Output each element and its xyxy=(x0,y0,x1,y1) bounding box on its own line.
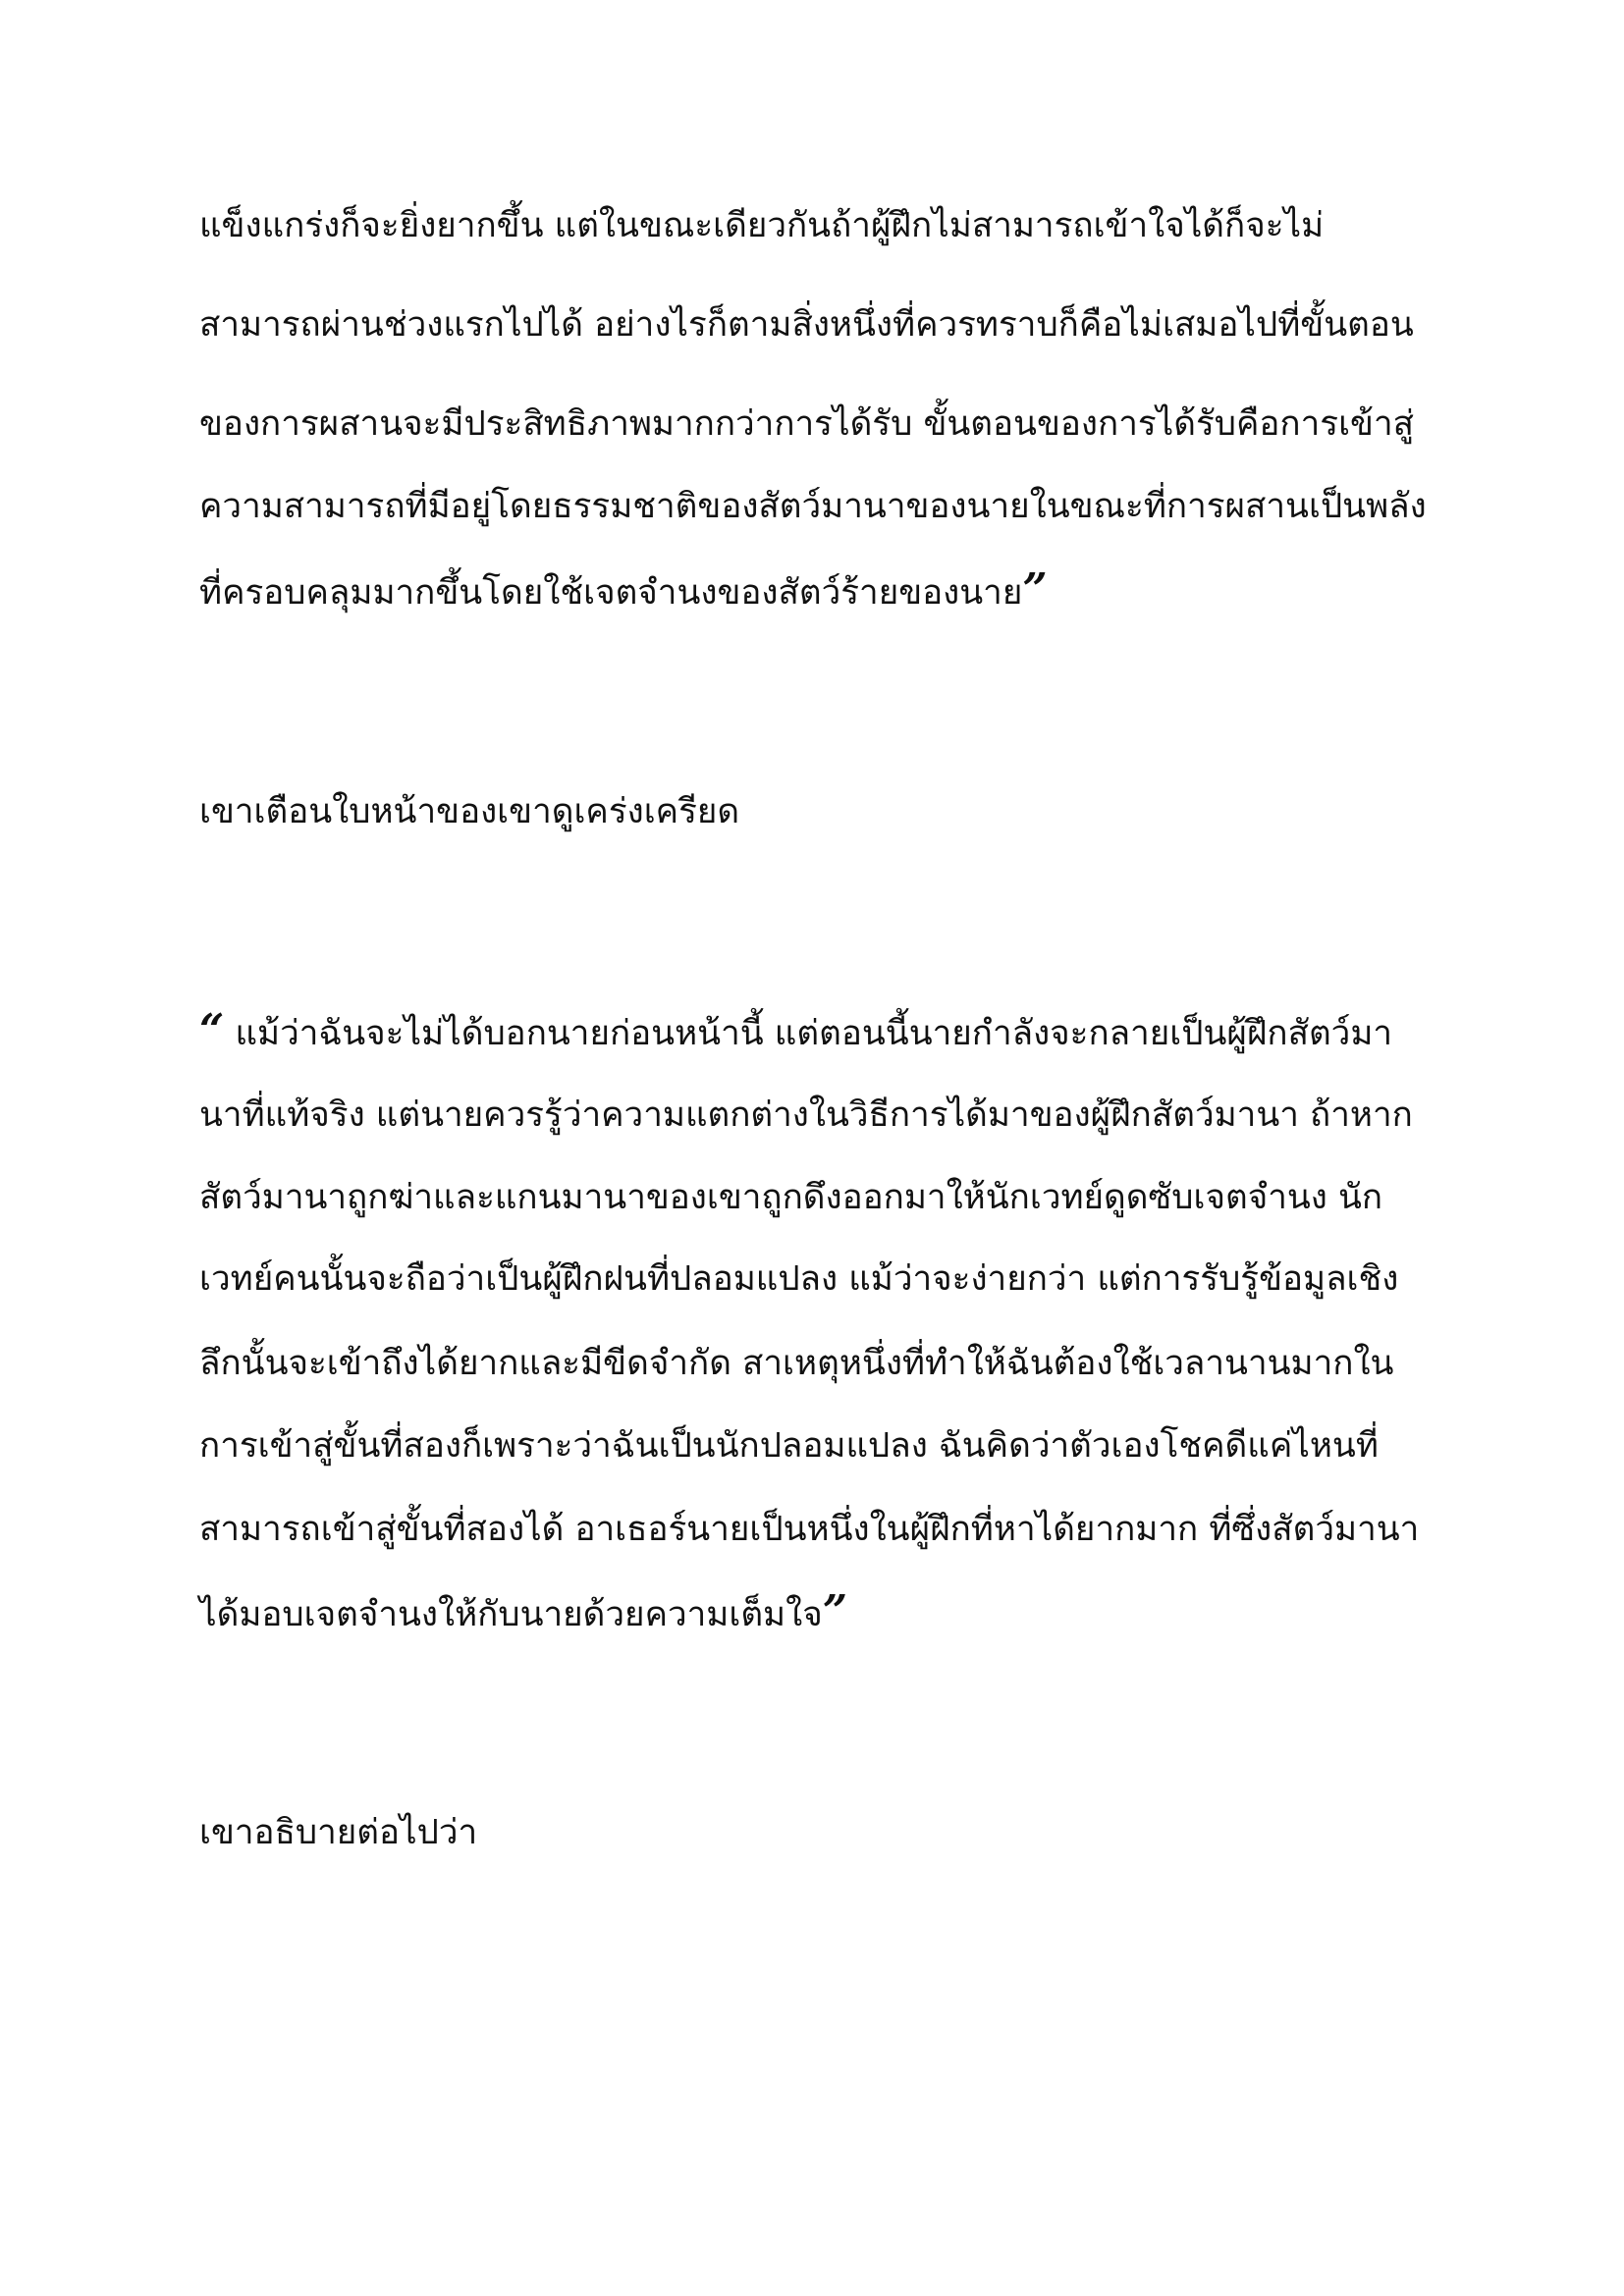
paragraph-3-line-1-text: แม้ว่าฉันจะไม่ได้บอกนายก่อนหน้านี้ แต่ตอนนี้นายกำลังจะกลายเป็นผู้ฝึกสัตว์มา xyxy=(224,1014,1393,1053)
paragraph-3-line-4: เวทย์คนนั้นจะถือว่าเป็นผู้ฝึกฝนที่ปลอมแปลง แม้ว่าจะง่ายกว่า แต่การรับรู้ข้อมูลเชิง xyxy=(199,1259,1399,1299)
close-quote: ” xyxy=(1022,564,1048,614)
paragraph-1-line-4: ความสามารถที่มีอยู่โดยธรรมชาติของสัตว์มานาของนายในขณะที่การผสานเป็นพลัง xyxy=(199,487,1427,526)
paragraph-3-line-6: การเข้าสู่ขั้นที่สองก็เพราะว่าฉันเป็นนักปลอมแปลง ฉันคิดว่าตัวเองโชคดีแค่ไหนที่ xyxy=(199,1426,1379,1466)
paragraph-2: เขาเตือนใบหน้าของเขาดูเคร่งเครียด xyxy=(199,792,740,831)
open-quote: “ xyxy=(199,1005,225,1055)
paragraph-4: เขาอธิบายต่อไปว่า xyxy=(199,1813,478,1852)
paragraph-1-line-1: แข็งแกร่งก็จะยิ่งยากขึ้น แต่ในขณะเดียวกันถ้าผู้ฝึกไม่สามารถเข้าใจได้ก็จะไม่ xyxy=(199,206,1325,245)
paragraph-3-line-8 xyxy=(199,1578,1476,1648)
paragraph-1-line-2: สามารถผ่านช่วงแรกไปได้ อย่างไรก็ตามสิ่งหนึ่งที่ควรทราบก็คือไม่เสมอไปที่ขั้นตอน xyxy=(199,305,1414,345)
paragraph-3-line-1 xyxy=(199,997,1476,1067)
paragraph-1-line-5 xyxy=(199,557,1476,626)
paragraph-3-line-7: สามารถเข้าสู่ขั้นที่สองได้ อาเธอร์นายเป็นหนึ่งในผู้ฝึกที่หาได้ยากมาก ที่ซึ่งสัตว์มานา xyxy=(199,1510,1420,1549)
close-quote: ” xyxy=(822,1586,848,1636)
paragraph-3-line-5: ลึกนั้นจะเข้าถึงได้ยากและมีขีดจำกัด สาเหตุหนึ่งที่ทำให้ฉันต้องใช้เวลานานมากใน xyxy=(199,1344,1394,1383)
paragraph-3-line-3: สัตว์มานาถูกฆ่าและแกนมานาของเขาถูกดึงออกมาให้นักเวทย์ดูดซับเจตจำนง นัก xyxy=(199,1178,1383,1217)
paragraph-1-line-3: ของการผสานจะมีประสิทธิภาพมากกว่าการได้รับ ขั้นตอนของการได้รับคือการเข้าสู่ xyxy=(199,404,1414,444)
paragraph-1-line-5-text: ที่ครอบคลุมมากขึ้นโดยใช้เจตจำนงของสัตว์ร้ายของนาย xyxy=(199,573,1023,613)
paragraph-3-line-2: นาที่แท้จริง แต่นายควรรู้ว่าความแตกต่างในวิธีการได้มาของผู้ฝึกสัตว์มานา ถ้าหาก xyxy=(199,1095,1413,1135)
paragraph-3-line-8-text: ได้มอบเจตจำนงให้กับนายด้วยความเต็มใจ xyxy=(199,1595,823,1634)
